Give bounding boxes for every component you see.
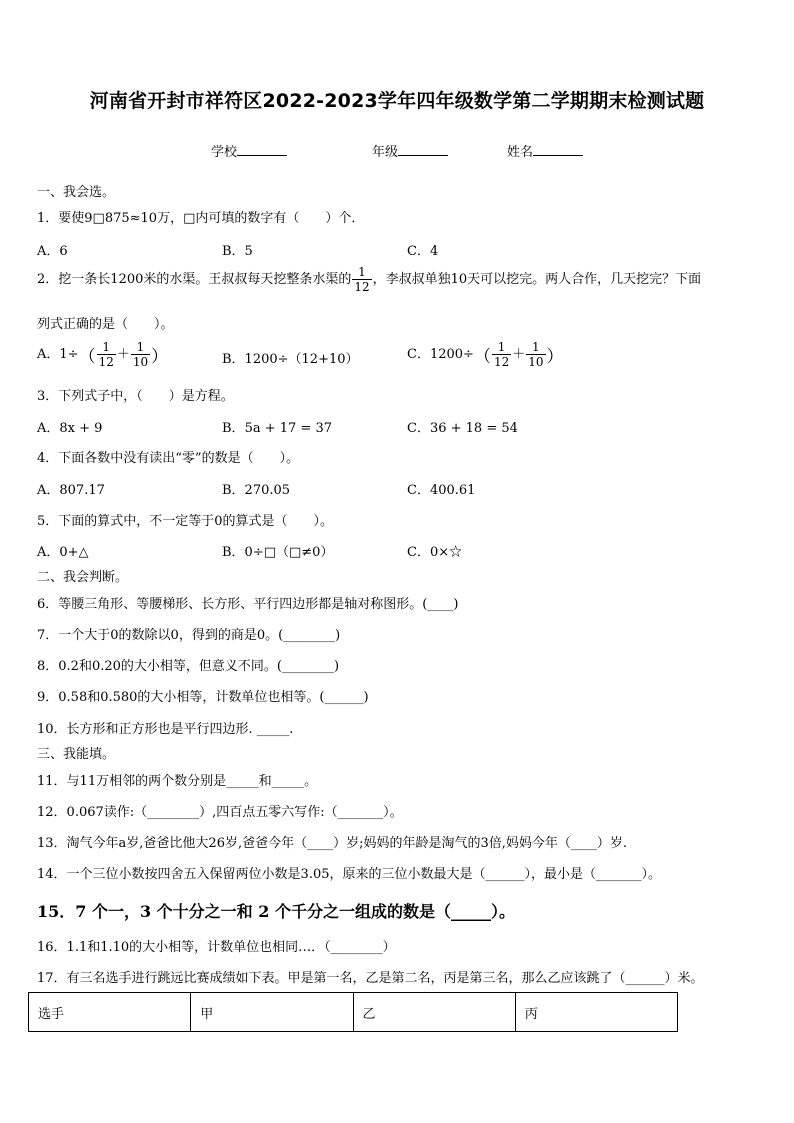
question-10: 10．长方形和正方形也是平行四边形. _____. xyxy=(37,722,294,737)
section-2-heading: 二、我会判断。 xyxy=(37,570,129,585)
q4-option-c[interactable]: C．400.61 xyxy=(407,483,476,498)
q4-option-b[interactable]: B．270.05 xyxy=(222,483,291,498)
question-5: 5．下面的算式中，不一定等于0的算式是（ ）。 xyxy=(37,514,334,529)
question-12: 12．0.067读作:（________）,四百点五零六写作:（_______）。 xyxy=(37,805,403,820)
q2-c-f1-den: 12 xyxy=(493,355,510,369)
q17-table xyxy=(28,992,678,1032)
table-cell-yi: 乙 xyxy=(353,993,515,1032)
q1-option-c[interactable]: C．4 xyxy=(407,244,439,259)
q3-a-label: A． xyxy=(37,421,60,436)
school-blank[interactable] xyxy=(237,143,287,156)
question-2-line-2: 列式正确的是（ ）。 xyxy=(37,317,174,332)
question-11: 11．与11万相邻的两个数分别是_____和_____。 xyxy=(37,774,318,789)
q2-option-c[interactable] xyxy=(407,340,564,369)
grade-field xyxy=(372,141,448,160)
question-14: 14．一个三位小数按四舍五入保留两位小数是3.05，原来的三位小数最大是（______），最小是（_______）。 xyxy=(37,867,661,882)
q3-b-expr: 5a + 17 = 37 xyxy=(244,421,332,436)
name-label: 姓名 xyxy=(507,145,534,160)
q2-c-f2-den: 10 xyxy=(528,355,544,369)
q3-c-expr: 36 + 18 = 54 xyxy=(429,421,518,436)
q2-c-frac-1 xyxy=(492,340,511,369)
q3-option-b[interactable] xyxy=(222,417,332,436)
q3-option-a[interactable] xyxy=(37,417,102,436)
q2-frac-num: 1 xyxy=(358,265,366,279)
q2-c-lparen: （ xyxy=(473,347,491,367)
q2-option-b[interactable]: B．1200÷（12+10） xyxy=(222,352,359,367)
question-17: 17．有三名选手进行跳远比赛成绩如下表。甲是第一名，乙是第二名，丙是第三名，那么乙应该跳了（______）米。 xyxy=(37,971,704,986)
section-3-heading: 三、我能填。 xyxy=(37,747,116,762)
question-16: 16．1.1和1.10的大小相等，计数单位也相同…．（________） xyxy=(37,940,396,955)
grade-label: 年级 xyxy=(372,145,399,160)
question-4: 4．下面各数中没有读出“零”的数是（ ）。 xyxy=(37,451,300,466)
q2-c-pre: C．1200÷ xyxy=(407,347,474,362)
question-6: 6．等腰三角形、等腰梯形、长方形、平行四边形都是轴对称图形。(____) xyxy=(37,597,459,612)
q2-c-f1-num: 1 xyxy=(497,340,506,354)
q3-b-label: B． xyxy=(222,421,245,436)
q2-option-a[interactable] xyxy=(37,340,168,369)
question-15: 15．7 个一，3 个十分之一和 2 个千分之一组成的数是（_____）。 xyxy=(37,902,515,921)
q2-a-rparen: ） xyxy=(151,347,169,367)
q2-frac-den: 12 xyxy=(354,280,370,294)
q2-a-f1-num: 1 xyxy=(102,340,111,354)
question-3: 3．下列式子中，（ ）是方程。 xyxy=(37,389,234,404)
q1-option-b[interactable]: B．5 xyxy=(222,244,253,259)
section-1-heading: 一、我会选。 xyxy=(37,185,116,200)
question-13: 13．淘气今年a岁,爸爸比他大26岁,爸爸今年（____）岁;妈妈的年龄是淘气的3倍,妈妈今年（____）岁. xyxy=(37,836,628,851)
q2-text-a: 2．挖一条长1200米的水渠。王叔叔每天挖整条水渠的 xyxy=(37,272,352,287)
q2-c-f2-num: 1 xyxy=(532,340,540,354)
q4-option-a[interactable]: A．807.17 xyxy=(37,483,105,498)
q2-a-frac-1 xyxy=(97,340,116,369)
q3-c-label: C． xyxy=(407,421,430,436)
q2-text-b: ，李叔叔单独10天可以挖完。两人合作，几天挖完？下面 xyxy=(372,272,702,287)
q5-option-a[interactable]: A．0+△ xyxy=(37,545,89,560)
q5-option-c[interactable]: C．0×☆ xyxy=(407,545,463,560)
table-cell-jia: 甲 xyxy=(191,993,353,1032)
page-title: 河南省开封市祥符区2022-2023学年四年级数学第二学期期末检测试题 xyxy=(89,90,705,112)
q1-option-a[interactable]: A．6 xyxy=(37,244,68,259)
q2-a-f2-den: 10 xyxy=(132,355,149,369)
question-2-line-1 xyxy=(37,265,701,294)
q2-c-frac-2 xyxy=(526,340,545,369)
table-row xyxy=(29,993,678,1032)
grade-blank[interactable] xyxy=(398,143,448,156)
q2-a-frac-2 xyxy=(131,340,150,369)
question-7: 7．一个大于0的数除以0，得到的商是0。(________) xyxy=(37,628,341,643)
name-field xyxy=(507,141,583,160)
table-cell-bing: 丙 xyxy=(515,993,677,1032)
q2-c-plus: ＋ xyxy=(512,347,526,362)
q5-option-b[interactable]: B．0÷□（□≠0） xyxy=(222,545,334,560)
q3-option-c[interactable] xyxy=(407,417,518,436)
question-9: 9．0.58和0.580的大小相等，计数单位也相等。(______) xyxy=(37,690,369,705)
question-1: 1．要使9□875≈10万，□内可填的数字有（ ）个． xyxy=(37,211,365,226)
q3-a-expr: 8x + 9 xyxy=(59,421,103,436)
q2-a-f1-den: 12 xyxy=(98,355,114,369)
table-cell-player: 选手 xyxy=(29,993,191,1032)
question-8: 8．0.2和0.20的大小相等，但意义不同。(________) xyxy=(37,659,340,674)
q2-fraction xyxy=(352,265,371,294)
school-label: 学校 xyxy=(211,145,238,160)
name-blank[interactable] xyxy=(533,143,583,156)
q2-c-rparen: ） xyxy=(546,347,564,367)
school-field xyxy=(211,141,287,160)
q2-a-pre: A．1÷ xyxy=(37,347,79,362)
q2-a-plus: ＋ xyxy=(116,347,130,362)
q2-a-f2-num: 1 xyxy=(136,340,145,354)
q2-a-lparen: （ xyxy=(78,347,96,367)
